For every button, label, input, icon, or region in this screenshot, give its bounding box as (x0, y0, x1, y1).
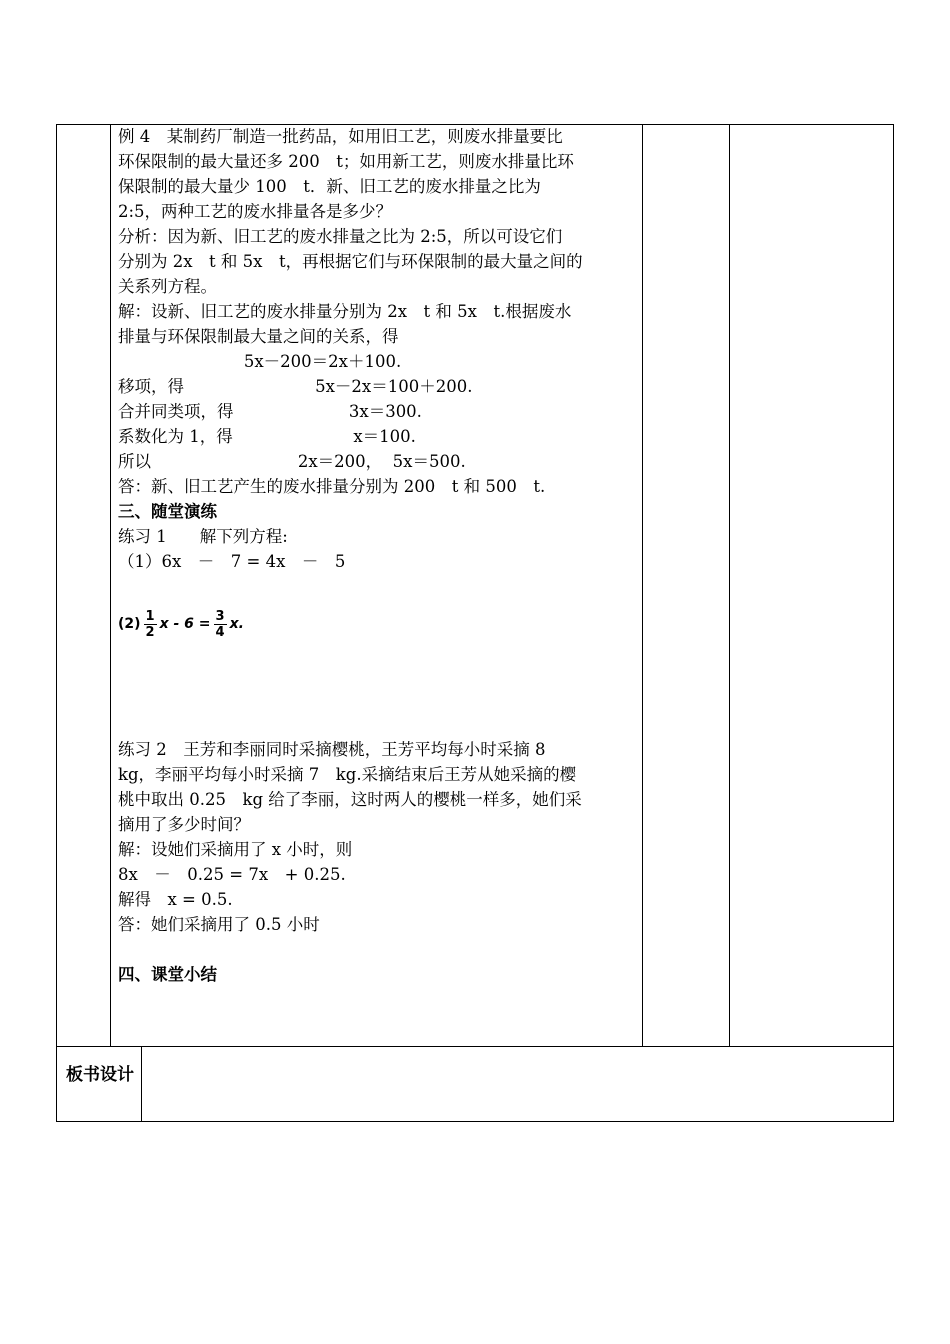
text-line: 分析：因为新、旧工艺的废水排量之比为 2:5，所以可设它们 (118, 227, 563, 246)
table-column-divider (110, 124, 111, 1046)
text-line: 桃中取出 0.25 kg 给了李丽，这时两人的樱桃一样多，她们采 (118, 790, 582, 809)
denominator: 2 (145, 624, 155, 640)
equation-term: x. (229, 615, 244, 632)
table-column-divider (729, 124, 730, 1046)
fraction (214, 609, 227, 640)
text-line: 环保限制的最大量还多 200 t；如用新工艺，则废水排量比环 (118, 152, 574, 171)
equation-line: 所以 2x＝200， 5x＝500. (118, 452, 466, 471)
lesson-content-cell (118, 124, 638, 987)
text-line: 分别为 2x t 和 5x t，再根据它们与环保限制的最大量之间的 (118, 252, 583, 271)
example-4 (118, 124, 638, 224)
text-line: kg，李丽平均每小时采摘 7 kg.采摘结束后王芳从她采摘的樱 (118, 765, 577, 784)
text-line: 关系列方程。 (118, 277, 217, 296)
answer-line: 答：她们采摘用了 0.5 小时 (118, 915, 320, 934)
fraction (144, 609, 157, 640)
equation-label: (2) (118, 615, 141, 632)
board-design-label: 板书设计 (66, 1065, 134, 1085)
equation-line: 合并同类项，得 3x＝300. (118, 402, 422, 421)
text-line: 练习 2 王芳和李丽同时采摘樱桃，王芳平均每小时采摘 8 (118, 740, 546, 759)
table-column-divider (141, 1046, 142, 1122)
table-column-divider (642, 124, 643, 1046)
text-line: 摘用了多少时间？ (118, 815, 250, 834)
equation-term: x - 6 = (159, 615, 211, 632)
equation-1: （1）6x － 7 = 4x － 5 (118, 552, 346, 571)
text-line: 解：设新、旧工艺的废水排量分别为 2x t 和 5x t.根据废水 (118, 302, 572, 321)
table-left-border (56, 124, 57, 1122)
text-line: 解：设她们采摘用了 x 小时，则 (118, 840, 353, 859)
solution (118, 299, 638, 499)
equation-line: 移项，得 5x－2x＝100＋200. (118, 377, 473, 396)
blank-space (118, 654, 638, 737)
text-line: 2:5，两种工艺的废水排量各是多少？ (118, 202, 393, 221)
table-right-border (893, 124, 894, 1122)
analysis (118, 224, 638, 299)
blank-space (118, 937, 638, 962)
text-line: 保限制的最大量少 100 t．新、旧工艺的废水排量之比为 (118, 177, 541, 196)
numerator: 3 (215, 608, 225, 624)
equation-2 (118, 594, 638, 654)
practice-title: 练习 1 解下列方程: (118, 527, 288, 546)
section-heading: 三、随堂演练 (118, 502, 217, 521)
numerator: 1 (145, 608, 155, 624)
answer-line: 答：新、旧工艺产生的废水排量分别为 200 t 和 500 t. (118, 477, 546, 496)
practice-2 (118, 737, 638, 937)
equation-line: 5x－200＝2x＋100. (118, 352, 402, 371)
table-row-divider (56, 1046, 894, 1047)
equation-line: 解得 x = 0.5. (118, 890, 233, 909)
equation-line: 系数化为 1，得 x＝100. (118, 427, 416, 446)
equation-line: 8x － 0.25 = 7x + 0.25. (118, 865, 346, 884)
practice-1 (118, 524, 638, 654)
text-line: 例 4 某制药厂制造一批药品，如用旧工艺，则废水排量要比 (118, 127, 563, 146)
denominator: 4 (215, 624, 225, 640)
table-bottom-border (56, 1121, 894, 1122)
section-heading: 四、课堂小结 (118, 965, 217, 984)
text-line: 排量与环保限制最大量之间的关系，得 (118, 327, 399, 346)
